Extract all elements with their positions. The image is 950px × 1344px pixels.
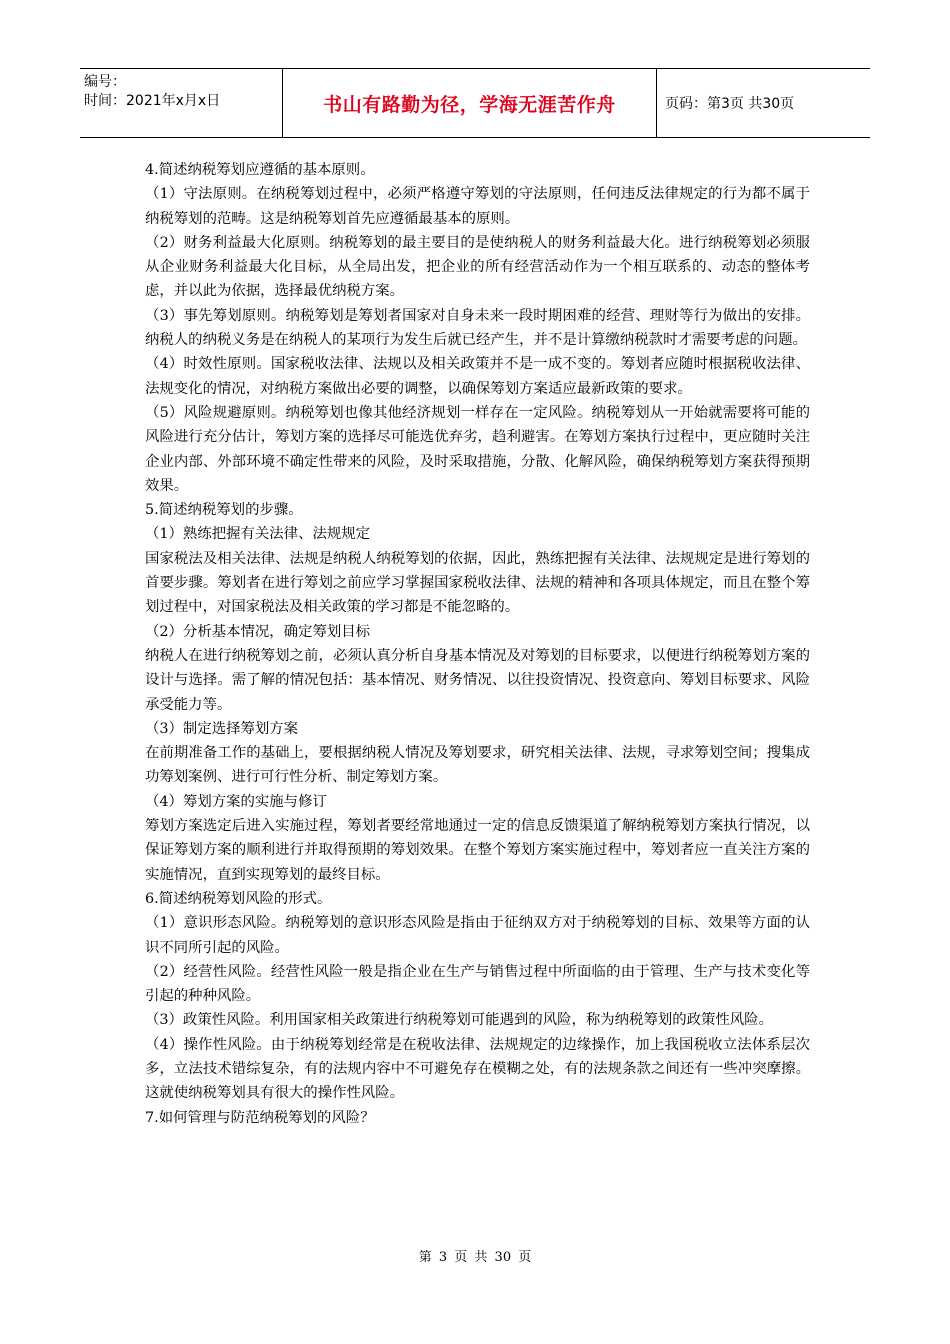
document-date: 时间：2021年x月x日 (84, 93, 221, 109)
body-paragraph: （1）守法原则。在纳税筹划过程中，必须严格遵守筹划的守法原则，任何违反法律规定的行为都不属于纳税筹划的范畴。这是纳税筹划首先应遵循最基本的原则。 (145, 186, 810, 227)
header-page-cell (657, 69, 870, 137)
body-paragraph: （4）时效性原则。国家税收法律、法规以及相关政策并不是一成不变的。筹划者应随时根据税收法律、法规变化的情况，对纳税方案做出必要的调整，以确保筹划方案适应最新政策的要求。 (145, 356, 810, 397)
body-paragraph: （2）经营性风险。经营性风险一般是指企业在生产与销售过程中所面临的由于管理、生产与技术变化等引起的种种风险。 (145, 963, 810, 1005)
sub-heading: （2）分析基本情况，确定筹划目标 (145, 623, 371, 640)
body-paragraph: （4）操作性风险。由于纳税筹划经常是在税收法律、法规规定的边缘操作，加上我国税收立法体系层次多，立法技术错综复杂，有的法规内容中不可避免存在模糊之处，有的法规条款之间还有一些冲突摩擦。这就使纳税筹划具有很大的操作性风险。 (145, 1036, 810, 1102)
page-footer: 第 3 页 共 30 页 (418, 1250, 532, 1265)
question-heading: 4.简述纳税筹划应遵循的基本原则。 (145, 162, 375, 178)
body-paragraph: 纳税人在进行纳税筹划之前，必须认真分析自身基本情况及对筹划的目标要求，以便进行纳税筹划方案的设计与选择。需了解的情况包括：基本情况、财务情况、以往投资情况、投资意向、筹划目标要求、风险承受能力等。 (145, 647, 810, 713)
document-number-label: 编号： (84, 74, 126, 90)
document-body (145, 158, 810, 1130)
sub-heading: （1）熟练把握有关法律、法规规定 (145, 526, 371, 543)
sub-heading: （3）制定选择筹划方案 (145, 720, 299, 737)
header-meta (80, 69, 282, 137)
question-heading: 5.简述纳税筹划的步骤。 (145, 502, 303, 519)
header-motto: 书山有路勤为径，学海无涯苦作舟 (323, 93, 616, 116)
body-paragraph: （2）财务利益最大化原则。纳税筹划的最主要目的是使纳税人的财务利益最大化。进行纳税筹划必须服从企业财务利益最大化目标，从全局出发，把企业的所有经营活动作为一个相互联系的、动态的整体考虑，并以此为依据，选择最优纳税方案。 (145, 234, 810, 300)
body-paragraph: （1）意识形态风险。纳税筹划的意识形态风险是指由于征纳双方对于纳税筹划的目标、效果等方面的认识不同所引起的风险。 (145, 915, 810, 956)
body-paragraph: （3）政策性风险。利用国家相关政策进行纳税筹划可能遇到的风险，称为纳税筹划的政策性风险。 (145, 1012, 773, 1029)
question-heading: 6.简述纳税筹划风险的形式。 (145, 890, 332, 907)
question-heading: 7.如何管理与防范纳税筹划的风险？ (145, 1109, 375, 1126)
body-paragraph: （3）事先筹划原则。纳税筹划是筹划者国家对自身未来一段时期困难的经营、理财等行为做出的安排。纳税人的纳税义务是在纳税人的某项行为发生后就已经产生，并不是计算缴纳税款时才需要考虑的问题。 (145, 307, 810, 349)
body-paragraph: 筹划方案选定后进入实施过程，筹划者要经常地通过一定的信息反馈渠道了解纳税筹划方案执行情况，以保证筹划方案的顺利进行并取得预期的筹划效果。在整个筹划方案实施过程中，筹划者应一直关注方案的实施情况，直到实现筹划的最终目标。 (145, 818, 810, 883)
body-paragraph: 在前期准备工作的基础上，要根据纳税人情况及筹划要求，研究相关法律、法规，寻求筹划空间；搜集成功筹划案例、进行可行性分析、制定筹划方案。 (145, 745, 810, 786)
page-header (80, 68, 870, 138)
header-motto-cell (282, 69, 657, 137)
sub-heading: （4）筹划方案的实施与修订 (145, 793, 327, 810)
body-paragraph: （5）风险规避原则。纳税筹划也像其他经济规划一样存在一定风险。纳税筹划从一开始就需要将可能的风险进行充分估计，筹划方案的选择尽可能选优弃劣，趋利避害。在筹划方案执行过程中，更应随时关注企业内部、外部环境不确定性带来的风险，及时采取措施，分散、化解风险，确保纳税筹划方案获得预期效果。 (145, 404, 810, 494)
header-page-info: 页码：第3页 共30页 (665, 96, 795, 112)
body-paragraph: 国家税法及相关法律、法规是纳税人纳税筹划的依据，因此，熟练把握有关法律、法规规定是进行筹划的首要步骤。筹划者在进行筹划之前应学习掌握国家税收法律、法规的精神和各项具体规定，而且在整个筹划过程中，对国家税法及相关政策的学习都是不能忽略的。 (145, 550, 810, 616)
